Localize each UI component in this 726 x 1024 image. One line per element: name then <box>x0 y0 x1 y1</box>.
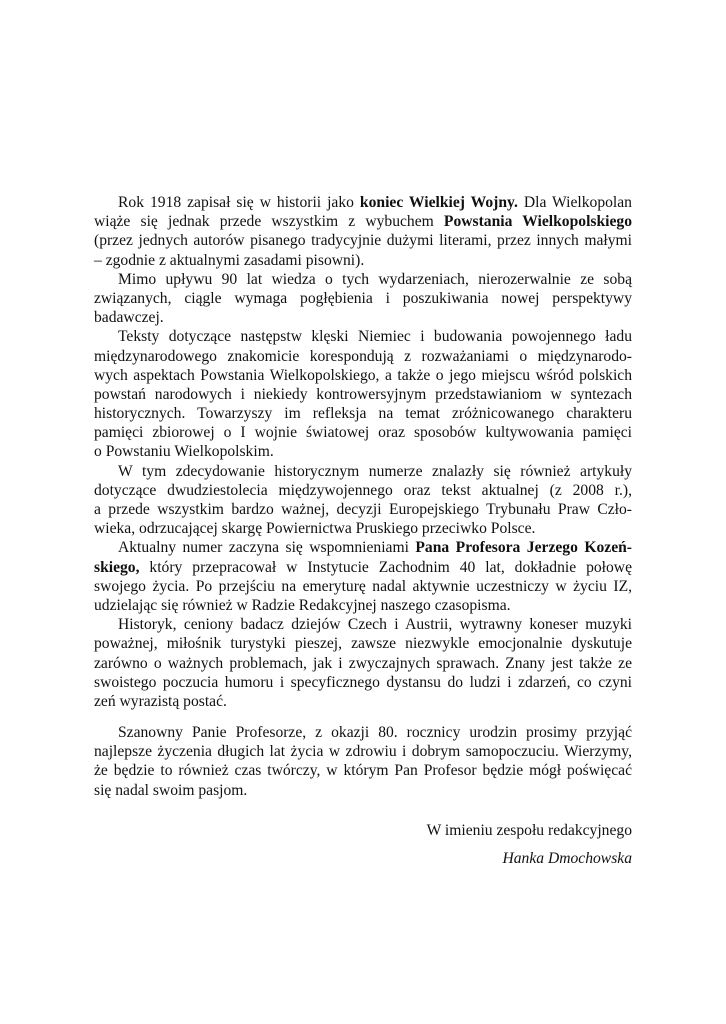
text-line <box>94 231 632 250</box>
text-line <box>94 519 632 538</box>
line-text: że będzie to również czas twórczy, w którym Pan Profesor będzie mógł poświęcać <box>94 762 632 780</box>
paragraph <box>94 723 632 800</box>
line-text: powstań narodowych i niekiedy kontrowersyjnym przedstawianiom w syntezach <box>94 385 632 403</box>
text-line <box>94 327 632 346</box>
line-text: Rok 1918 zapisał się w historii jako <box>118 194 360 211</box>
text-line <box>94 385 632 404</box>
text-line <box>94 596 632 615</box>
text-line <box>94 251 632 270</box>
line-text: Teksty dotyczące następstw klęski Niemiec i budowania powojennego ładu <box>118 328 632 346</box>
line-text: historycznych. Towarzyszy im refleksja na temat zróżnicowanego charakteru <box>94 405 632 423</box>
line-text: pamięci zbiorowej o I wojnie światowej oraz sposobów kultywowania pamięci <box>94 424 632 442</box>
line-text: o Powstaniu Wielkopolskim. <box>94 443 274 461</box>
text-line <box>94 742 632 761</box>
text-line <box>94 193 632 212</box>
line-text: wiąże się jednak przede wszystkim z wybuchem <box>94 213 444 231</box>
line-text: udzielając się również w Radzie Redakcyjnej naszego czasopisma. <box>94 596 511 614</box>
line-text: dotyczące dwudziestolecia międzywojennego oraz tekst aktualnej (z 2008 r.), <box>94 481 632 499</box>
line-text: swoistego poczucia humoru i specyficznego dystansu do ludzi i zdarzeń, co czyni <box>94 673 632 691</box>
text-line <box>94 500 632 519</box>
text-line <box>94 538 632 557</box>
line-text: badawczej. <box>94 309 164 327</box>
text-line <box>94 615 632 634</box>
line-text: wieka, odrzucającej skargę Powiernictwa Pruskiego przeciwko Polsce. <box>94 520 536 538</box>
text-line <box>94 404 632 423</box>
text-line <box>94 673 632 692</box>
paragraph <box>94 193 632 270</box>
text-line <box>94 289 632 308</box>
bold-text: koniec Wielkiej Wojny. <box>359 194 518 211</box>
line-text: Aktualny numer zaczyna się wspomnieniami <box>118 539 416 557</box>
bold-text: skiego, <box>94 558 140 576</box>
paragraph <box>94 327 632 461</box>
line-text: związanych, ciągle wymaga pogłębienia i poszukiwania nowej perspektywy <box>94 289 632 307</box>
text-line <box>94 781 632 800</box>
bold-text: Pana Profesora Jerzego Kozeń- <box>415 539 632 557</box>
text-line <box>94 308 632 327</box>
line-text: zeń wyrazistą postać. <box>94 692 227 710</box>
document-body <box>94 193 632 867</box>
line-text: który przepracował w Instytucie Zachodnim 40 lat, dokładnie połowę <box>139 558 632 576</box>
text-line <box>94 442 632 461</box>
line-text: międzynarodowego znakomicie korespondują z rozważaniami o międzynarodo- <box>94 347 632 365</box>
paragraph <box>94 538 632 615</box>
paragraph <box>94 270 632 328</box>
text-line <box>94 692 632 711</box>
paragraph <box>94 462 632 539</box>
line-text: się nadal swoim pasjom. <box>94 781 248 799</box>
paragraph <box>94 615 632 711</box>
line-text: Szanowny Panie Profesorze, z okazji 80. rocznicy urodzin prosimy przyjąć <box>118 724 632 742</box>
line-text: poważnej, miłośnik turystyki pieszej, zawsze niezwykle emocjonalnie dyskutuje <box>94 635 632 653</box>
line-text: – zgodnie z aktualnymi zasadami pisowni). <box>94 251 365 269</box>
text-line <box>94 366 632 385</box>
line-text: wych aspektach Powstania Wielkopolskiego, a także o jego miejscu wśród polskich <box>94 366 632 384</box>
text-line <box>94 634 632 653</box>
line-text: W tym zdecydowanie historycznym numerze znalazły się również artykuły <box>118 462 632 480</box>
text-line <box>94 577 632 596</box>
text-line <box>94 462 632 481</box>
text-line <box>94 423 632 442</box>
line-text: a przede wszystkim bardzo ważnej, decyzji Europejskiego Trybunału Praw Czło- <box>94 501 632 518</box>
line-text: Historyk, ceniony badacz dziejów Czech i Austrii, wytrawny koneser muzyki <box>118 616 632 634</box>
bold-text: Powstania Wielkopolskiego <box>443 213 632 231</box>
signature-line: W imieniu zespołu redakcyjnego <box>426 822 632 839</box>
text-line <box>94 723 632 742</box>
text-line <box>94 761 632 780</box>
letter-text <box>94 193 632 800</box>
line-text: Dla Wielkopolan <box>517 194 632 211</box>
text-line <box>94 654 632 673</box>
line-text: (przez jednych autorów pisanego tradycyjnie dużymi literami, przez innych małymi <box>94 232 632 250</box>
line-text: Mimo upływu 90 lat wiedza o tych wydarzeniach, nierozerwalnie ze sobą <box>118 270 632 288</box>
line-text: najlepsze życzenia długich lat życia w zdrowiu i dobrym samopoczuciu. Wierzymy, <box>94 743 632 761</box>
signature-name: Hanka Dmochowska <box>502 850 632 867</box>
line-text: zarówno o ważnych problemach, jak i zwyczajnych sprawach. Znany jest także ze <box>94 654 632 672</box>
text-line <box>94 270 632 289</box>
text-line <box>94 212 632 231</box>
text-line <box>94 481 632 500</box>
text-line <box>94 558 632 577</box>
line-text: swojego życia. Po przejściu na emeryturę nadal aktywnie uczestniczy w życiu IZ, <box>94 577 632 595</box>
text-line <box>94 347 632 366</box>
